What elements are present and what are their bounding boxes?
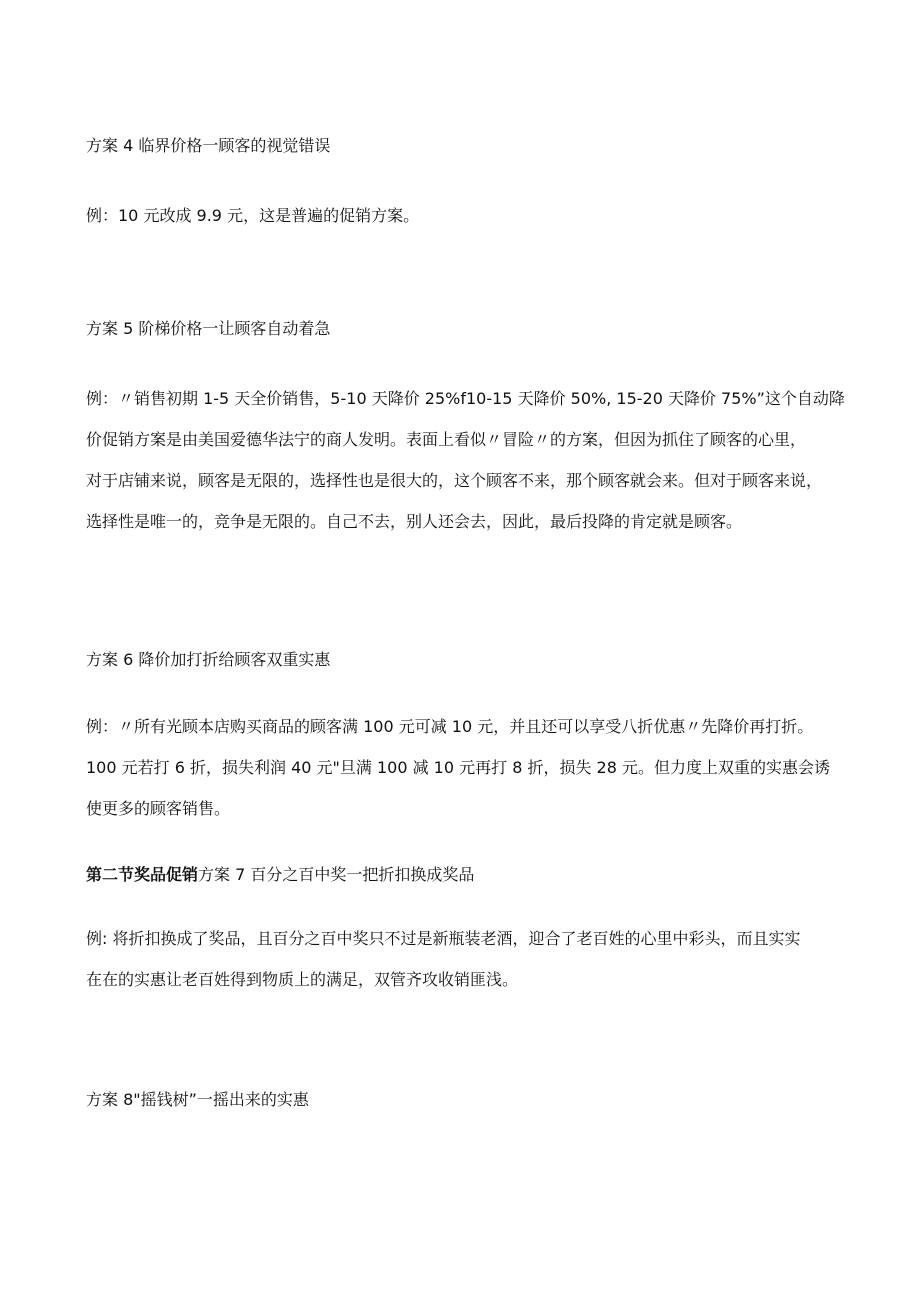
paragraph-line: 例：〃销售初期 1-5 天全价销售，5-10 天降价 25%f10-15 天降价 50%, 15-20 天降价 75%”这个自动降 — [86, 389, 845, 408]
paragraph-line: 对于店铺来说，顾客是无限的，选择性也是很大的，这个顾客不来，那个顾客就会来。但对于顾客来说， — [86, 471, 823, 490]
plan7-title: 方案 7 百分之百中奖一把折扣换成奖品 — [198, 865, 475, 884]
paragraph-line: 例: 将折扣换成了奖品，且百分之百中奖只不过是新瓶装老酒，迎合了老百姓的心里中彩头，而且实实 — [86, 929, 801, 948]
paragraph-line: 使更多的顾客销售。 — [86, 799, 231, 818]
plan8-title: 方案 8"摇钱树”一摇出来的实惠 — [86, 1090, 309, 1109]
plan6-title: 方案 6 降价加打折给顾客双重实惠 — [86, 650, 331, 669]
plan5-title: 方案 5 阶梯价格一让顾客自动着急 — [86, 319, 331, 338]
plan6-example — [86, 706, 858, 829]
plan7-example — [86, 918, 858, 1000]
section2-line — [86, 864, 474, 886]
paragraph-line: 例：〃所有光顾本店购买商品的顾客满 100 元可减 10 元，并且还可以享受八折优惠〃先降价再打折。 — [86, 717, 814, 736]
paragraph-line: 选择性是唯一的，竞争是无限的。自己不去，别人还会去，因此，最后投降的肯定就是顾客。 — [86, 512, 743, 531]
plan4-example: 例：10 元改成 9.9 元，这是普遍的促销方案。 — [86, 206, 420, 225]
section2-heading: 第二节奖品促销 — [86, 865, 199, 884]
paragraph-line: 100 元若打 6 折，损失利润 40 元"旦满 100 减 10 元再打 8 折，损失 28 元。但力度上双重的实惠会诱 — [86, 758, 830, 777]
paragraph-line: 在在的实惠让老百姓得到物质上的满足，双管齐攻收销匪浅。 — [86, 970, 519, 989]
plan5-example — [86, 378, 858, 542]
paragraph-line: 价促销方案是由美国爱德华法宁的商人发明。表面上看似〃冒险〃的方案，但因为抓住了顾客的心里， — [86, 430, 807, 449]
plan4-title: 方案 4 临界价格一顾客的视觉错误 — [86, 136, 331, 155]
